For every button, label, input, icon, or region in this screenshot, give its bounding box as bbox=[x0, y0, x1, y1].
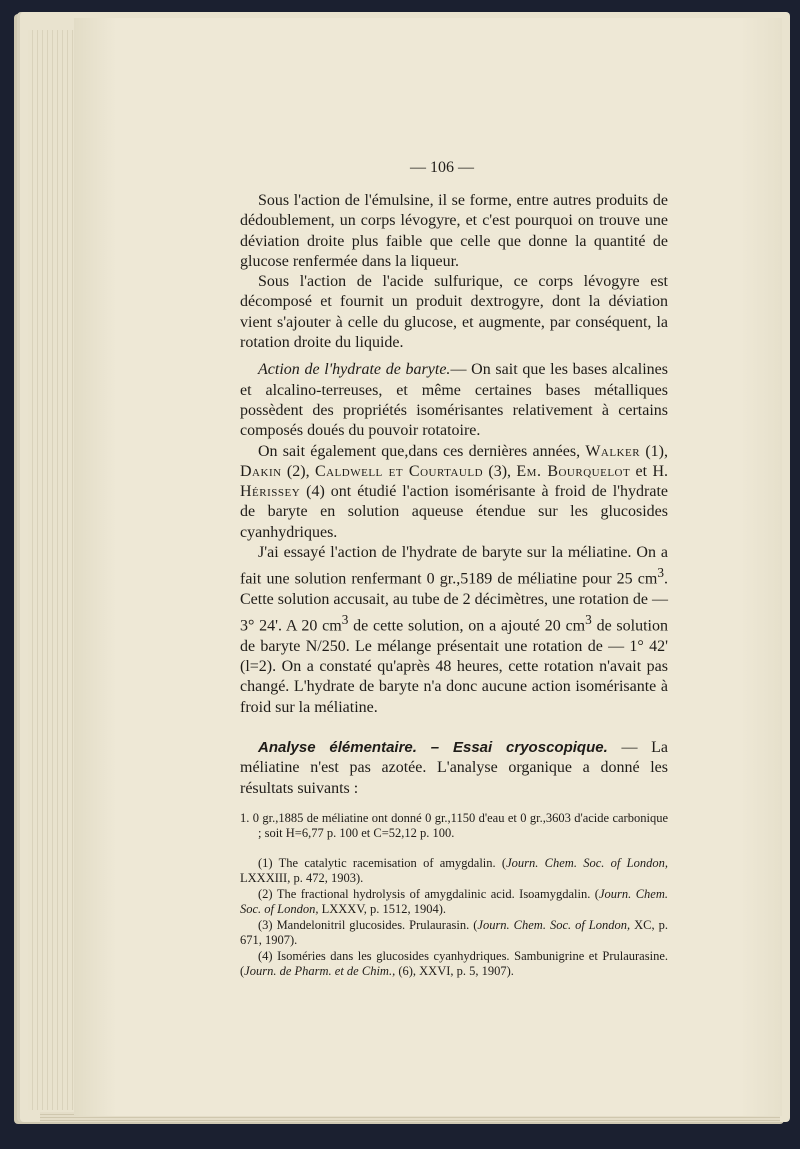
page-edges bbox=[28, 30, 74, 1110]
paragraph-authors: On sait également que,dans ces dernières années, Walker (1), Dakin (2), Caldwell et Courtauld (3), Em. Bourquelot et H. Hérissey (4) ont étudié l'action isomérisante à froid de l'hydrate de baryte en solution aqueuse étendue sur les glucosides cyanhydriques. bbox=[240, 442, 669, 541]
author-dakin: Dakin bbox=[240, 462, 282, 480]
author-caldwell: Caldwell et Courtauld bbox=[314, 462, 484, 480]
footnote-1: (1) The catalytic racemisation of amygdalin. (Journ. Chem. Soc. of London, LXXXIII, p. 472, 1903). bbox=[240, 855, 668, 886]
paragraph-baryte: Action de l'hydrate de baryte.— On sait que les bases alcalines et alcalino-terreuses, et même certaines bases métalliques possèdent des propriétés isomérisantes relativement à certains composés doués du pouvoir rotatoire. bbox=[240, 361, 668, 440]
footnotes bbox=[240, 856, 668, 980]
analysis-result: 1. 0 gr.,1885 de méliatine ont donné 0 gr.,1150 d'eau et 0 gr.,3603 d'acide carbonique ; soit H=6,77 p. 100 et C=52,12 p. 100. bbox=[240, 810, 668, 841]
author-walker: Walker bbox=[585, 442, 641, 460]
paragraph-experiment: J'ai essayé l'action de l'hydrate de baryte sur la méliatine. On a fait une solution renfermant 0 gr.,5189 de méliatine pour 25 $cm^3$. Cette solution accusait, au tube de 2 décimètres, une rotation de — 3° 24'. A 20 $cm^3$ de cette solution, on a ajouté 20 $cm^3$ de solution de baryte N/250. Le mélange présentait une rotation de — 1° 42' (l=2). On a constaté qu'après 48 heures, cette rotation n'avait pas changé. L'hydrate de baryte n'a donc aucune action isomérisante à froid sur la méliatine. bbox=[240, 544, 668, 716]
author-herissey: Hérissey bbox=[240, 483, 301, 501]
footnote-2: (2) The fractional hydrolysis of amygdalinic acid. Isoamygdalin. (Journ. Chem. Soc. of London, LXXXV, p. 1512, 1904). bbox=[240, 886, 668, 917]
paragraph-sulfurique: Sous l'action de l'acide sulfurique, ce corps lévogyre est décomposé et fournit un produit dextrogyre, dont la déviation vient s'ajouter à celle du glucose, et augmente, par conséquent, la rotation droite du liquide. bbox=[240, 273, 668, 352]
footnote-4: (4) Isoméries dans les glucosides cyanhydriques. Sambunigrine et Prulaurasine. (Journ. de Pharm. et de Chim., (6), XXVI, p. 5, 1907). bbox=[240, 948, 668, 979]
page-body bbox=[240, 191, 668, 980]
section-heading-analyse: Analyse élémentaire. – Essai cryoscopique. bbox=[258, 739, 608, 757]
author-bourquelot: Em. Bourquelot bbox=[516, 462, 631, 480]
section-heading-baryte: Action de l'hydrate de baryte. bbox=[258, 361, 451, 379]
paragraph-analyse: Analyse élémentaire. – Essai cryoscopique. — La méliatine n'est pas azotée. L'analyse organique a donné les résultats suivants : bbox=[240, 739, 668, 797]
page-number: — 106 — bbox=[410, 159, 474, 176]
paragraph-emulsine: Sous l'action de l'émulsine, il se forme, entre autres produits de dédoublement, un corps lévogyre, et c'est pourquoi on trouve une déviation droite plus faible que celle que donne la quantité de glucose renfermée dans la liqueur. bbox=[240, 192, 668, 270]
footnote-3: (3) Mandelonitril glucosides. Prulaurasin. (Journ. Chem. Soc. of London, XC, p. 671, 1907). bbox=[240, 917, 668, 948]
